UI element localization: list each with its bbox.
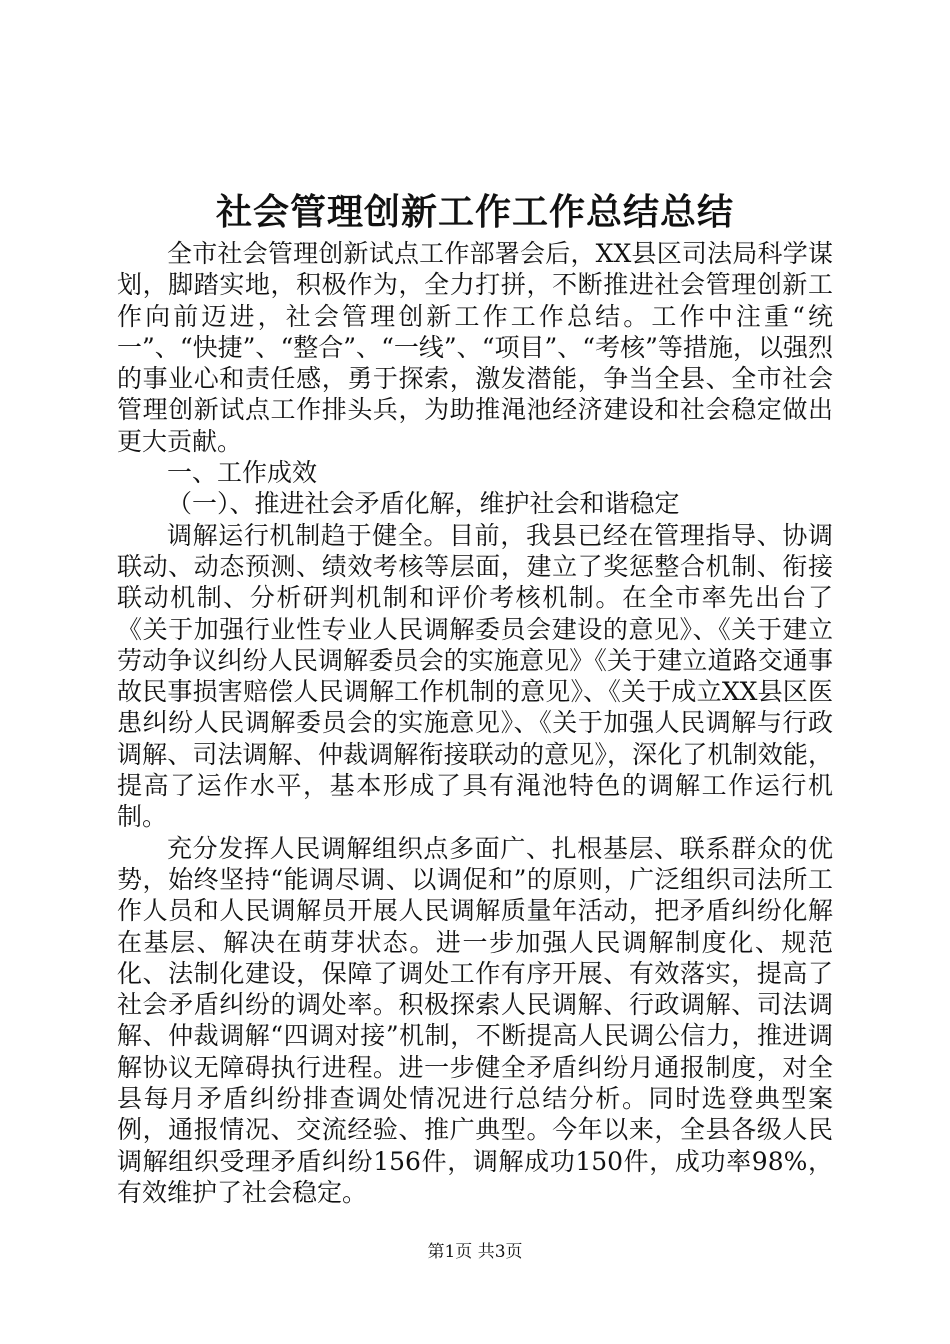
section-heading: 一、工作成效	[167, 458, 318, 488]
document-title: 社会管理创新工作工作总结总结	[215, 191, 734, 233]
page-number-footer: 第1页 共3页	[427, 1242, 523, 1262]
document-body	[117, 238, 833, 1208]
paragraph-mechanism: 调解运行机制趋于健全。目前，我县已经在管理指导、协调联动、动态预测、绩效考核等层面，建立了奖惩整合机制、衔接联动机制、分析研判机制和评价考核机制。在全市率先出台了《关于加强行业性专业人民调解委员会建设的意见》、《关于建立劳动争议纠纷人民调解委员会的实施意见》《关于建立道路交通事故民事损害赔偿人民调解工作机制的意见》、《关于成立XX县区医患纠纷人民调解委员会的实施意见》、《关于加强人民调解与行政调解、司法调解、仲裁调解衔接联动的意见》，深化了机制效能，提高了运作水平，基本形成了具有渑池特色的调解工作运行机制。	[117, 520, 833, 832]
paragraph-mediation: 充分发挥人民调解组织点多面广、扎根基层、联系群众的优势，始终坚持“能调尽调、以调促和”的原则，广泛组织司法所工作人员和人民调解员开展人民调解质量年活动，把矛盾纠纷化解在基层、解决在萌芽状态。进一步加强人民调解制度化、规范化、法制化建设，保障了调处工作有序开展、有效落实，提高了社会矛盾纠纷的调处率。积极探索人民调解、行政调解、司法调解、仲裁调解“四调对接”机制，不断提高人民调公信力，推进调解协议无障碍执行进程。进一步健全矛盾纠纷月通报制度，对全县每月矛盾纠纷排查调处情况进行总结分析。同时选登典型案例，通报情况、交流经验、推广典型。今年以来，全县各级人民调解组织受理矛盾纠纷156件，调解成功150件，成功率98%，有效维护了社会稳定。	[117, 833, 833, 1207]
subsection-heading: （一）、推进社会矛盾化解，维护社会和谐稳定	[167, 489, 680, 519]
paragraph-intro: 全市社会管理创新试点工作部署会后，XX县区司法局科学谋划，脚踏实地，积极作为，全力打拼，不断推进社会管理创新工作向前迈进，社会管理创新工作工作总结。工作中注重“统一”、“快捷”、“整合”、“一线”、“项目”、“考核”等措施，以强烈的事业心和责任感，勇于探索，激发潜能，争当全县、全市社会管理创新试点工作排头兵，为助推渑池经济建设和社会稳定做出更大贡献。	[117, 239, 833, 456]
